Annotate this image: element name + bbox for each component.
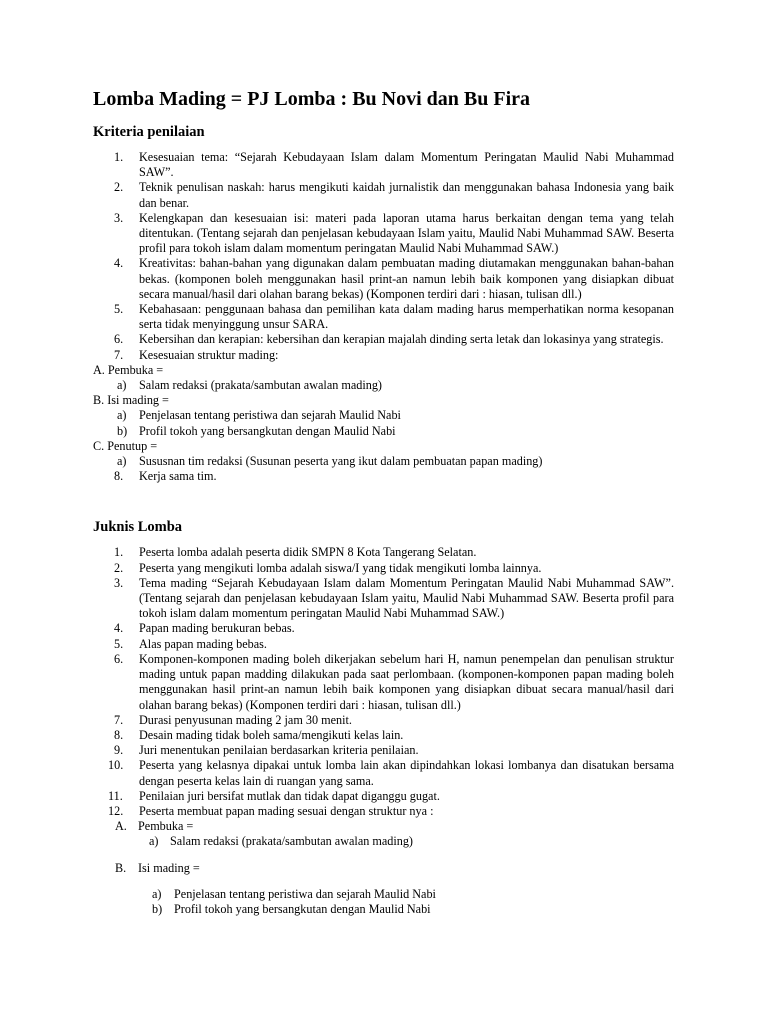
- list-item: [93, 469, 674, 484]
- item-number: 7.: [114, 712, 124, 727]
- item-number: 8.: [114, 727, 124, 742]
- item-number: 6.: [114, 332, 124, 347]
- sub-item: [93, 454, 674, 469]
- section-label: C. Penutup =: [93, 438, 158, 453]
- item-text: Kelengkapan dan kesesuaian isi: materi pada laporan utama harus berkaitan dengan tema yang telah ditentukan. (Tentang sejarah dan penjelasan kebudayaan Islam yaitu, Maulid Nabi Muhammad SAW. Beserta profil para tokoh islam dalam momentum peringatan Maulid Nabi Muhammad SAW.): [139, 210, 674, 256]
- section-label: Pembuka =: [138, 819, 194, 834]
- list-item: [93, 728, 674, 743]
- sub-text: Profil tokoh yang bersangkutan dengan Maulid Nabi: [139, 423, 396, 438]
- list-item: [93, 804, 674, 819]
- list-item: [93, 652, 674, 713]
- page-title: Lomba Mading = PJ Lomba : Bu Novi dan Bu Fira: [93, 88, 531, 110]
- item-number: 3.: [114, 210, 124, 225]
- item-text: Teknik penulisan naskah: harus mengikuti kaidah jurnalistik dan menggunakan bahasa Indonesia yang baik dan benar.: [139, 180, 674, 210]
- list-item: [93, 713, 674, 728]
- item-number: 12.: [108, 803, 124, 818]
- item-text: Peserta lomba adalah peserta didik SMPN 8 Kota Tangerang Selatan.: [139, 545, 477, 560]
- item-text: Tema mading “Sejarah Kebudayaan Islam dalam Momentum Peringatan Maulid Nabi Muhammad SAW”. (Tentang sejarah dan penjelasan kebudayaan Islam yaitu, Maulid Nabi Muhammad SAW. Beserta profil para tokoh islam dalam momentum peringatan Maulid Nabi Muhammad SAW.): [139, 575, 674, 621]
- sub-item: [93, 887, 674, 902]
- sub-text: Salam redaksi (prakata/sambutan awalan mading): [170, 834, 413, 849]
- item-text: Durasi penyusunan mading 2 jam 30 menit.: [139, 712, 352, 727]
- sub-number: a): [149, 834, 159, 849]
- sub-number: a): [117, 408, 127, 423]
- sub-number: b): [152, 901, 163, 916]
- list-item: [93, 621, 674, 636]
- item-number: 5.: [114, 302, 124, 317]
- sub-number: a): [117, 454, 127, 469]
- section-a: [93, 819, 674, 834]
- item-text: Kesesuaian struktur mading:: [139, 347, 279, 362]
- item-number: 10.: [108, 758, 124, 773]
- item-number: 11.: [108, 788, 123, 803]
- section-label: B. Isi mading =: [93, 393, 169, 408]
- sub-text: Sususnan tim redaksi (Susunan peserta yang ikut dalam pembuatan papan mading): [139, 454, 543, 469]
- item-number: 2.: [114, 180, 124, 195]
- section-b: [93, 861, 674, 876]
- kriteria-list: [93, 150, 674, 484]
- item-text: Kebersihan dan kerapian: kebersihan dan kerapian majalah dinding serta letak dan lokasinya yang strategis.: [139, 332, 664, 347]
- juknis-list: [93, 545, 674, 917]
- item-number: 9.: [114, 743, 124, 758]
- sub-item: [93, 378, 674, 393]
- list-item: [93, 150, 674, 180]
- kriteria-heading: Kriteria penilaian: [93, 124, 205, 140]
- list-item: [93, 758, 674, 788]
- list-item: [93, 637, 674, 652]
- item-number: 7.: [114, 347, 124, 362]
- section-label: Isi mading =: [138, 860, 200, 875]
- item-text: Penilaian juri bersifat mutlak dan tidak dapat diganggu gugat.: [139, 788, 440, 803]
- item-text: Peserta yang mengikuti lomba adalah siswa/I yang tidak mengikuti lomba lainnya.: [139, 560, 542, 575]
- list-item: [93, 180, 674, 210]
- list-item: [93, 348, 674, 363]
- sub-text: Salam redaksi (prakata/sambutan awalan mading): [139, 378, 382, 393]
- item-text: Kebahasaan: penggunaan bahasa dan pemilihan kata dalam mading harus memperhatikan norma kesopanan serta tidak menyinggung unsur SARA.: [139, 302, 674, 332]
- item-number: 5.: [114, 636, 124, 651]
- sub-number: a): [117, 378, 127, 393]
- sub-text: Penjelasan tentang peristiwa dan sejarah Maulid Nabi: [139, 408, 401, 423]
- juknis-heading: Juknis Lomba: [93, 519, 183, 536]
- list-item: [93, 545, 674, 560]
- sub-text: Profil tokoh yang bersangkutan dengan Maulid Nabi: [174, 901, 431, 916]
- item-number: 8.: [114, 469, 124, 484]
- section-number: B.: [115, 860, 127, 875]
- list-item: [93, 743, 674, 758]
- item-text: Komponen-komponen mading boleh dikerjakan sebelum hari H, namun penempelan dan penulisan struktur mading untuk papan madding dilakukan pada saat perlombaan. (komponen-komponen papan mading boleh menggunakan hasil print-an namun lebih baik komponen yang disiapkan dibuat secara manual/hasil dari olahan barang bekas) (Komponen terdiri dari : hiasan, tulisan dll.): [139, 651, 674, 712]
- sub-item: [93, 834, 674, 849]
- section-label: A. Pembuka =: [93, 362, 164, 377]
- sub-item: [93, 902, 674, 917]
- item-text: Kerja sama tim.: [139, 469, 217, 484]
- list-item: [93, 789, 674, 804]
- list-item: [93, 332, 674, 347]
- list-item: [93, 211, 674, 257]
- list-item: [93, 256, 674, 302]
- item-text: Kesesuaian tema: “Sejarah Kebudayaan Islam dalam Momentum Peringatan Maulid Nabi Muhammad SAW”.: [139, 150, 674, 180]
- item-number: 4.: [114, 256, 124, 271]
- sub-number: b): [117, 423, 128, 438]
- sub-item: [93, 424, 674, 439]
- item-text: Kreativitas: bahan-bahan yang digunakan dalam pembuatan mading diutamakan menggunakan bahan-bahan bekas. (komponen boleh menggunakan hasil print-an namun lebih baik komponen yang disiapkan dibuat secara manual/hasil dari olahan barang bekas) (Komponen terdiri dari : hiasan, tulisan dll.): [139, 256, 674, 301]
- item-text: Papan mading berukuran bebas.: [139, 621, 295, 636]
- item-text: Desain mading tidak boleh sama/mengikuti kelas lain.: [139, 727, 404, 742]
- item-number: 4.: [114, 621, 124, 636]
- item-number: 6.: [114, 651, 124, 666]
- item-text: Peserta yang kelasnya dipakai untuk lomba lain akan dipindahkan lokasi lombanya dan disatukan bersama dengan peserta kelas lain di ruangan yang sama.: [139, 758, 674, 788]
- item-text: Alas papan mading bebas.: [139, 636, 267, 651]
- section-number: A.: [115, 819, 127, 834]
- item-number: 3.: [114, 575, 124, 590]
- item-number: 1.: [114, 150, 124, 164]
- item-text: Juri menentukan penilaian berdasarkan kriteria penilaian.: [139, 743, 419, 758]
- list-item: [93, 576, 674, 622]
- list-item: [93, 302, 674, 332]
- item-text: Peserta membuat papan mading sesuai dengan struktur nya :: [139, 803, 434, 818]
- item-number: 2.: [114, 560, 124, 575]
- sub-item: [93, 408, 674, 423]
- item-number: 1.: [114, 545, 124, 560]
- sub-number: a): [152, 886, 162, 901]
- list-item: [93, 561, 674, 576]
- sub-text: Penjelasan tentang peristiwa dan sejarah Maulid Nabi: [174, 886, 436, 901]
